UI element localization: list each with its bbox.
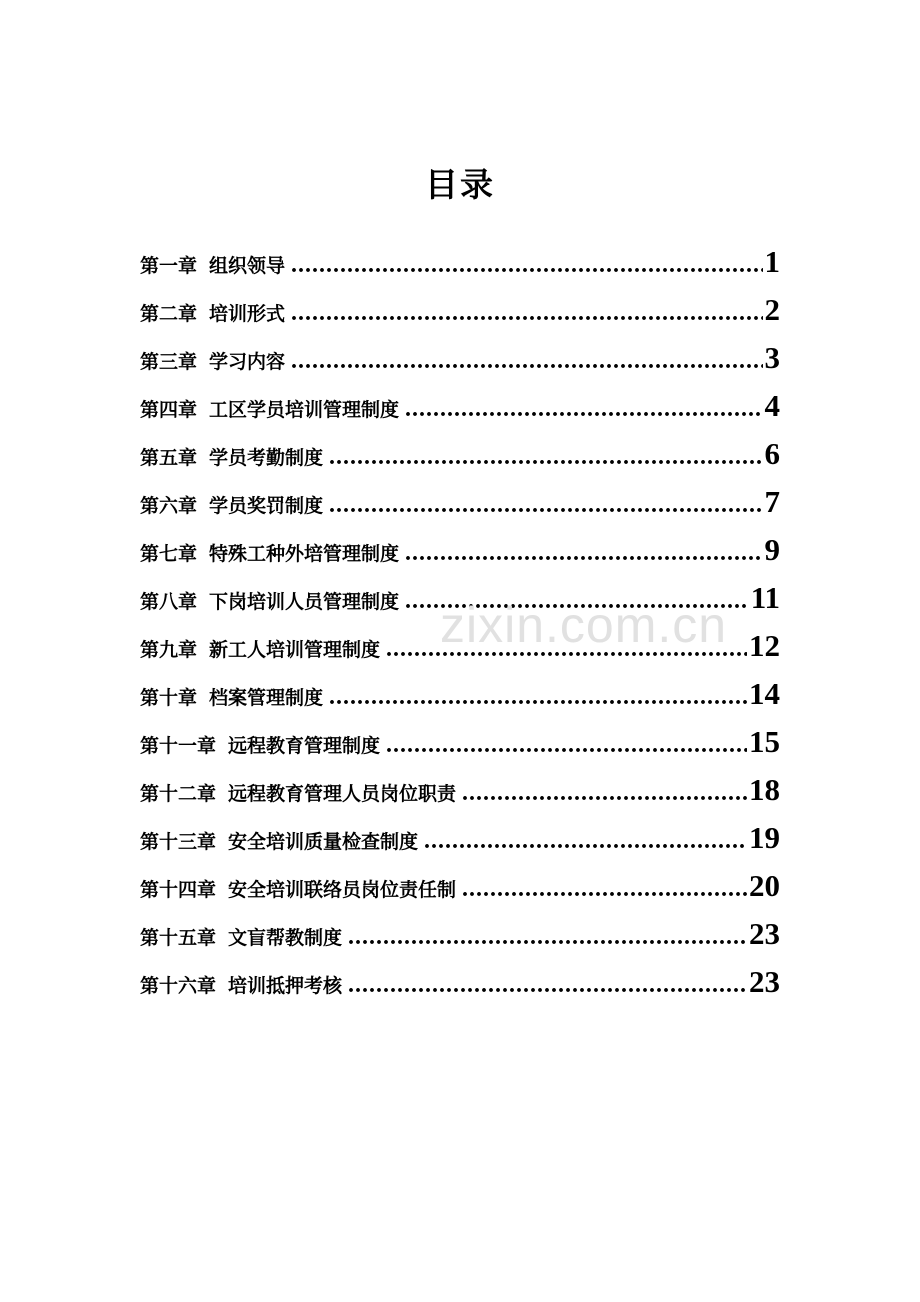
toc-chapter-number: 第七章 — [140, 543, 198, 565]
toc-chapter-number: 第八章 — [140, 591, 198, 613]
toc-dot-leader — [291, 241, 762, 286]
toc-chapter-number: 第十三章 — [140, 831, 217, 853]
toc-page-number: 20 — [749, 868, 780, 903]
toc-dot-leader — [329, 433, 762, 478]
toc-title: 目录 — [425, 165, 495, 204]
toc-page-number: 14 — [749, 676, 780, 711]
toc-entry[interactable] — [140, 766, 780, 814]
toc-page-number: 6 — [764, 436, 780, 471]
toc-page-number: 9 — [764, 532, 780, 567]
toc-dot-leader — [386, 721, 747, 766]
toc-dot-leader — [405, 577, 749, 622]
toc-chapter-number: 第四章 — [140, 399, 198, 421]
toc-entry[interactable] — [140, 622, 780, 670]
toc-page-number: 11 — [750, 580, 780, 615]
toc-chapter-name: 下岗培训人员管理制度 — [209, 591, 400, 613]
toc-entry[interactable] — [140, 334, 780, 382]
toc-chapter-number: 第六章 — [140, 495, 198, 517]
toc-chapter-number: 第十章 — [140, 687, 198, 709]
toc-chapter-name: 学习内容 — [209, 351, 286, 373]
toc-page-number: 7 — [764, 484, 780, 519]
toc-dot-leader — [329, 673, 747, 718]
toc-page-number: 3 — [764, 340, 780, 375]
toc-chapter-name: 档案管理制度 — [209, 687, 324, 709]
toc-entry[interactable] — [140, 526, 780, 574]
toc-entry[interactable] — [140, 814, 780, 862]
toc-chapter-name: 远程教育管理人员岗位职责 — [228, 783, 457, 805]
toc-entry[interactable] — [140, 862, 780, 910]
toc-chapter-number: 第十二章 — [140, 783, 217, 805]
toc-dot-leader — [405, 529, 762, 574]
toc-chapter-name: 培训形式 — [209, 303, 286, 325]
toc-chapter-name: 特殊工种外培管理制度 — [209, 543, 400, 565]
toc-chapter-number: 第十六章 — [140, 975, 217, 997]
toc-chapter-number: 第三章 — [140, 351, 198, 373]
toc-chapter-name: 培训抵押考核 — [228, 975, 343, 997]
toc-entry[interactable] — [140, 910, 780, 958]
toc-chapter-name: 工区学员培训管理制度 — [209, 399, 400, 421]
toc-chapter-name: 组织领导 — [209, 255, 286, 277]
toc-chapter-name: 学员考勤制度 — [209, 447, 324, 469]
toc-chapter-name: 文盲帮教制度 — [228, 927, 343, 949]
toc-page-number: 15 — [749, 724, 780, 759]
toc-dot-leader — [424, 817, 747, 862]
toc-dot-leader — [462, 769, 747, 814]
toc-chapter-number: 第一章 — [140, 255, 198, 277]
toc-entry[interactable] — [140, 238, 780, 286]
toc-page-number: 18 — [749, 772, 780, 807]
toc-entry[interactable] — [140, 670, 780, 718]
toc-page-number: 19 — [749, 820, 780, 855]
toc-page-number: 23 — [749, 916, 780, 951]
toc-entry[interactable] — [140, 430, 780, 478]
toc-entry[interactable] — [140, 478, 780, 526]
toc-entry[interactable] — [140, 958, 780, 1006]
toc-dot-leader — [462, 865, 747, 910]
toc-entry[interactable] — [140, 718, 780, 766]
toc-dot-leader — [291, 337, 762, 382]
toc-chapter-number: 第十五章 — [140, 927, 217, 949]
toc-page-number: 23 — [749, 964, 780, 999]
toc-dot-leader — [405, 385, 762, 430]
toc-chapter-number: 第十一章 — [140, 735, 217, 757]
toc-chapter-number: 第九章 — [140, 639, 198, 661]
toc-chapter-number: 第五章 — [140, 447, 198, 469]
toc-dot-leader — [291, 289, 762, 334]
toc-dot-leader — [348, 913, 747, 958]
toc-entry[interactable] — [140, 382, 780, 430]
toc-chapter-number: 第二章 — [140, 303, 198, 325]
toc-entry[interactable] — [140, 574, 780, 622]
toc-page-number: 2 — [764, 292, 780, 327]
toc-dot-leader — [348, 961, 747, 1006]
toc-chapter-name: 新工人培训管理制度 — [209, 639, 381, 661]
toc-chapter-name: 安全培训联络员岗位责任制 — [228, 879, 457, 901]
toc-page-number: 1 — [764, 244, 780, 279]
toc-entry[interactable] — [140, 286, 780, 334]
toc-dot-leader — [386, 625, 747, 670]
toc-page-number: 4 — [764, 388, 780, 423]
toc-dot-leader — [329, 481, 762, 526]
toc-chapter-name: 学员奖罚制度 — [209, 495, 324, 517]
toc-chapter-name: 远程教育管理制度 — [228, 735, 381, 757]
table-of-contents — [140, 238, 780, 1006]
toc-chapter-name: 安全培训质量检查制度 — [228, 831, 419, 853]
toc-chapter-number: 第十四章 — [140, 879, 217, 901]
watermark: zixin.com.cn — [440, 597, 728, 653]
toc-page-number: 12 — [749, 628, 780, 663]
